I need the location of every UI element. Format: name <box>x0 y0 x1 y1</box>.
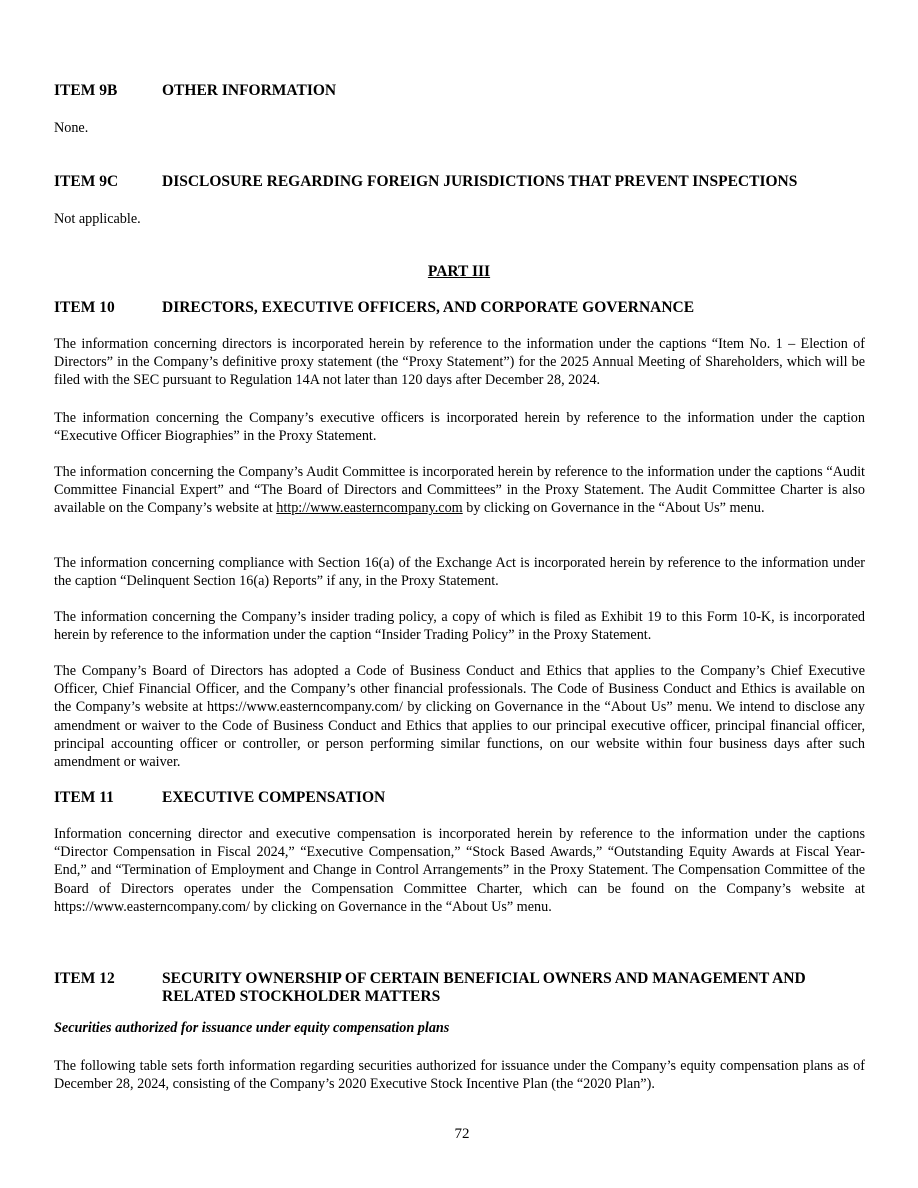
item-12-subheading: Securities authorized for issuance under equity compensation plans <box>54 1020 450 1036</box>
document-page <box>54 0 865 1188</box>
item-10-paragraph-3 <box>54 463 865 518</box>
item-number: ITEM 10 <box>54 299 115 316</box>
item-title: SECURITY OWNERSHIP OF CERTAIN BENEFICIAL OWNERS AND MANAGEMENT AND RELATED STOCKHOLDER MATTERS <box>162 970 806 1005</box>
item-11-paragraph-1: Information concerning director and executive compensation is incorporated herein by reference to the information under the captions “Director Compensation in Fiscal 2024,” “Executive Compensation,” “Stock Based Awards,” “Outstanding Equity Awards at Fiscal Year-End,” and “Termination of Employment and Change in Control Arrangements” in the Proxy Statement. The Compensation Committee of the Board of Directors operates under the Compensation Committee Charter, which can be found on the Company’s website at https://www.easterncompany.com/ by clicking on Governance in the “About Us” menu. <box>54 826 865 915</box>
item-10-paragraph-4: The information concerning compliance with Section 16(a) of the Exchange Act is incorporated herein by reference to the information under the caption “Delinquent Section 16(a) Reports” if any, in the Proxy Statement. <box>54 555 865 590</box>
item-9c-body: Not applicable. <box>54 211 141 227</box>
company-website-link[interactable]: http://www.easterncompany.com <box>276 500 463 517</box>
paragraph-text: The information concerning the Company’s Audit Committee is incorporated herein by reference to the information under the captions “Audit Committee Financial Expert” and “The Board of Directors and Committees” in the Proxy Statement. The Audit Committee Charter is also available on the Company’s website at <box>54 464 865 517</box>
item-number: ITEM 9B <box>54 82 118 99</box>
item-9b-body: None. <box>54 120 89 136</box>
item-number: ITEM 11 <box>54 789 114 806</box>
item-title: DISCLOSURE REGARDING FOREIGN JURISDICTIONS THAT PREVENT INSPECTIONS <box>162 173 798 190</box>
part-heading: PART III <box>427 263 491 280</box>
item-title: EXECUTIVE COMPENSATION <box>162 789 386 806</box>
item-10-paragraph-2: The information concerning the Company’s executive officers is incorporated herein by reference to the information under the caption “Executive Officer Biographies” in the Proxy Statement. <box>54 410 865 445</box>
item-12-paragraph-1: The following table sets forth information regarding securities authorized for issuance under the Company’s equity compensation plans as of December 28, 2024, consisting of the Company’s 2020 Executive Stock Incentive Plan (the “2020 Plan”). <box>54 1058 865 1093</box>
page-number: 72 <box>454 1126 470 1142</box>
item-number: ITEM 12 <box>54 970 115 987</box>
item-title: DIRECTORS, EXECUTIVE OFFICERS, AND CORPORATE GOVERNANCE <box>162 299 695 316</box>
paragraph-text: by clicking on Governance in the “About Us” menu. <box>462 500 765 517</box>
item-10-paragraph-1: The information concerning directors is incorporated herein by reference to the information under the captions “Item No. 1 – Election of Directors” in the Company’s definitive proxy statement (the “Proxy Statement”) for the 2025 Annual Meeting of Shareholders, which will be filed with the SEC pursuant to Regulation 14A not later than 120 days after December 28, 2024. <box>54 336 865 389</box>
item-number: ITEM 9C <box>54 173 119 190</box>
item-10-paragraph-6: The Company’s Board of Directors has adopted a Code of Business Conduct and Ethics that applies to the Company’s Chief Executive Officer, Chief Financial Officer, and the Company’s other financial professionals. The Code of Business Conduct and Ethics is available on the Company’s website at https://www.easterncompany.com/ by clicking on Governance in the “About Us” menu. We intend to disclose any amendment or waiver to the Code of Business Conduct and Ethics that applies to our principal executive officer, principal financial officer, principal accounting officer or controller, or person performing similar functions, on our website within four business days after such amendment or waiver. <box>54 663 865 771</box>
item-title: OTHER INFORMATION <box>162 82 337 99</box>
item-10-paragraph-5: The information concerning the Company’s insider trading policy, a copy of which is filed as Exhibit 19 to this Form 10-K, is incorporated herein by reference to the information under the caption “Insider Trading Policy” in the Proxy Statement. <box>54 609 865 644</box>
